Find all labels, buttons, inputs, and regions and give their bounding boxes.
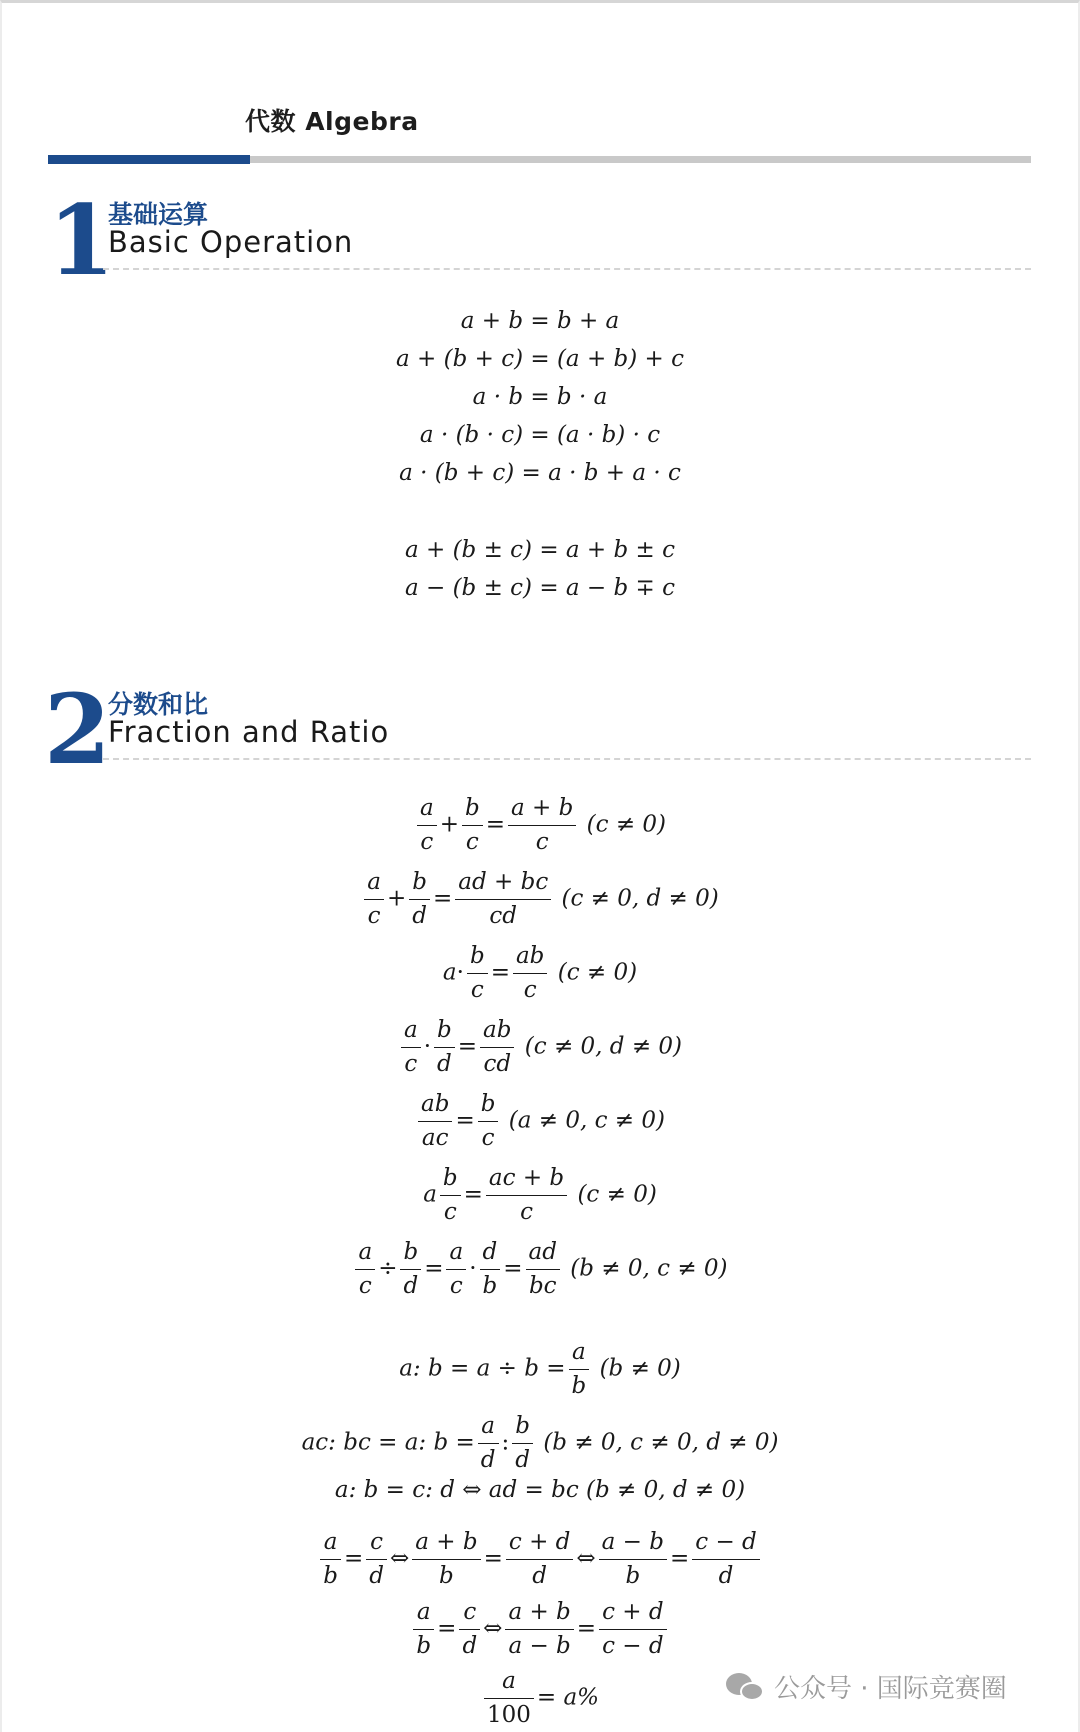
term: a (442, 959, 457, 986)
fraction (484, 1667, 534, 1730)
fraction (486, 1164, 567, 1227)
rhs: = a% (536, 1684, 600, 1711)
fraction (455, 868, 551, 931)
section-title-zh: 基础运算 (108, 200, 209, 229)
condition: (b ≠ 0, c ≠ 0, d ≠ 0) (543, 1429, 779, 1456)
numerator: c − d (692, 1528, 760, 1560)
fraction-equation: $\frac{a}{c}$ · $\frac{b}{d}$ = $\frac{ab}{cd}$ (c ≠ 0, d ≠ 0) (0, 1016, 1080, 1079)
numerator: ac + b (486, 1164, 567, 1196)
numerator: b (467, 942, 488, 974)
equation: a · b = b · a (472, 384, 608, 410)
numerator: b (409, 868, 430, 900)
denominator: d (462, 1632, 478, 1659)
fraction-equation: $\frac{a}{c}$ ÷ $\frac{b}{d}$ = $\frac{a}{c}$ · $\frac{d}{b}$ = $\frac{ad}{bc}$ (b ≠ 0, c ≠ 0) (0, 1238, 1080, 1301)
equation: a · (b · c) = (a · b) · c (419, 422, 661, 448)
numerator: b (462, 794, 483, 826)
numerator: a (484, 1667, 534, 1699)
condition: (b ≠ 0, c ≠ 0) (570, 1255, 728, 1282)
numerator: a + b (505, 1598, 573, 1630)
fraction-equation: $\frac{ab}{ac}$ = $\frac{b}{c}$ (a ≠ 0, c ≠ 0) (0, 1090, 1080, 1153)
denominator: d (412, 902, 427, 929)
fraction (440, 1164, 461, 1227)
condition: (c ≠ 0) (586, 811, 667, 838)
denominator: c (404, 1050, 418, 1077)
equation: a − (b ± c) = a − b ∓ c (404, 575, 676, 601)
fraction (692, 1528, 760, 1591)
numerator: a + b (508, 794, 576, 826)
fraction (434, 1016, 455, 1079)
condition: (c ≠ 0) (577, 1181, 657, 1208)
ratio-equation (0, 1338, 1080, 1401)
denominator: c (535, 828, 549, 855)
condition: (c ≠ 0) (557, 959, 638, 986)
denominator: b (482, 1272, 498, 1299)
fraction (512, 1412, 533, 1475)
denominator: cd (489, 902, 518, 929)
numerator: b (512, 1412, 533, 1444)
condition: (c ≠ 0, d ≠ 0) (561, 885, 719, 912)
numerator: ab (418, 1090, 452, 1122)
denominator: a − b (508, 1632, 571, 1659)
numerator: a (478, 1412, 499, 1444)
fraction (418, 1090, 452, 1153)
fraction (506, 1528, 574, 1591)
denominator: b (416, 1632, 432, 1659)
condition: (b ≠ 0) (599, 1355, 681, 1382)
numerator: b (434, 1016, 455, 1048)
fraction (446, 1238, 466, 1301)
section-title-en: Fraction and Ratio (108, 715, 390, 749)
fraction (478, 1412, 499, 1475)
condition: (c ≠ 0, d ≠ 0) (524, 1033, 683, 1060)
ratio-equation: $\frac{a}{b}$ = $\frac{c}{d}$ ⇔ $\frac{a + b}{a - b}$ = $\frac{c + d}{c - d}$ (0, 1598, 1080, 1661)
numerator: b (400, 1238, 421, 1270)
section-divider (103, 268, 1031, 270)
denominator: c (465, 828, 479, 855)
fraction (364, 868, 384, 931)
denominator: c (443, 1198, 457, 1225)
fraction (467, 942, 488, 1005)
page-title: 代数 Algebra (245, 107, 419, 136)
denominator: c (520, 1198, 533, 1225)
fraction (320, 1528, 341, 1591)
fraction (409, 868, 430, 931)
fraction (480, 1016, 514, 1079)
denominator: c (367, 902, 381, 929)
denominator: c (470, 976, 484, 1003)
fraction (355, 1238, 375, 1301)
fraction (599, 1598, 667, 1661)
fraction (366, 1528, 387, 1591)
ratio-equation: a: b = c: d ⇔ ad = bc (b ≠ 0, d ≠ 0) (334, 1477, 746, 1503)
fraction (412, 1528, 480, 1591)
fraction (400, 1238, 421, 1301)
numerator: c (366, 1528, 387, 1560)
fraction-equation: a $\frac{b}{c}$ = $\frac{ac + b}{c}$ (c ≠ 0) (423, 1165, 657, 1225)
numerator: ab (513, 942, 547, 974)
numerator: ab (480, 1016, 514, 1048)
denominator: d (532, 1562, 547, 1589)
denominator: c − d (602, 1632, 664, 1659)
numerator: a (413, 1598, 434, 1630)
numerator: a (364, 868, 384, 900)
numerator: ad (526, 1238, 560, 1270)
numerator: a (401, 1016, 421, 1048)
fraction (459, 1598, 480, 1661)
numerator: a (320, 1528, 341, 1560)
fraction (513, 942, 547, 1005)
denominator: b (571, 1372, 587, 1399)
numerator: ad + bc (455, 868, 551, 900)
fraction-equation: $\frac{a}{c}$ + $\frac{b}{d}$ = $\frac{ad + bc}{cd}$ (c ≠ 0, d ≠ 0) (0, 868, 1080, 931)
watermark-text: 公众号 · 国际竞赛圈 (774, 1674, 1007, 1704)
numerator: a − b (599, 1528, 667, 1560)
denominator: cd (483, 1050, 512, 1077)
denominator: ac (421, 1124, 449, 1151)
fraction-equation: a· $\frac{b}{c}$ = $\frac{ab}{c}$ (c ≠ 0) (442, 943, 638, 1003)
fraction (505, 1598, 573, 1661)
equation: a + b = b + a (460, 308, 620, 334)
watermark (726, 1668, 1007, 1705)
denominator: b (323, 1562, 338, 1589)
ratio-equation: ac: bc = a: b = $\frac{a}{d}$ : $\frac{b}{d}$ (b ≠ 0, c ≠ 0, d ≠ 0) (301, 1413, 779, 1473)
fraction (526, 1238, 560, 1301)
denominator: 100 (486, 1701, 531, 1728)
ratio-equation: $\frac{a}{b}$ = $\frac{c}{d}$ ⇔ $\frac{a + b}{b}$ = $\frac{c + d}{d}$ ⇔ $\frac{a - b}{b}$ = $\frac{c - d}{d}$ (0, 1528, 1080, 1591)
fraction (508, 794, 576, 857)
numerator: a (569, 1338, 590, 1370)
section-divider (103, 758, 1031, 760)
fraction (569, 1338, 590, 1401)
numerator: a + b (412, 1528, 480, 1560)
wechat-icon (726, 1671, 766, 1703)
fraction (478, 1090, 499, 1153)
denominator: c (523, 976, 537, 1003)
numerator: c (459, 1598, 480, 1630)
denominator: bc (528, 1272, 557, 1299)
fraction-equation: $\frac{a}{c}$ + $\frac{b}{c}$ = $\frac{a + b}{c}$ (c ≠ 0) (0, 794, 1080, 857)
equation: a + (b ± c) = a + b ± c (404, 537, 676, 563)
fraction (401, 1016, 421, 1079)
numerator: a (355, 1238, 375, 1270)
lhs: ac: bc = a: b = (301, 1429, 475, 1456)
numerator: a (446, 1238, 466, 1270)
section-title-en: Basic Operation (108, 225, 354, 259)
fraction (599, 1528, 667, 1591)
denominator: d (437, 1050, 452, 1077)
numerator: d (480, 1238, 501, 1270)
numerator: b (440, 1164, 461, 1196)
denominator: c (449, 1272, 463, 1299)
term: a (423, 1181, 437, 1208)
equation: a · (b + c) = a · b + a · c (399, 460, 681, 486)
fraction (480, 1238, 501, 1301)
numerator: c + d (506, 1528, 574, 1560)
denominator: d (515, 1446, 531, 1473)
numerator: c + d (599, 1598, 667, 1630)
denominator: c (358, 1272, 372, 1299)
numerator: b (478, 1090, 499, 1122)
section-title-zh: 分数和比 (108, 690, 209, 719)
numerator: a (417, 794, 437, 826)
lhs: a: b = a ÷ b = (399, 1355, 566, 1382)
denominator: b (625, 1562, 641, 1589)
fraction (417, 794, 437, 857)
section-number: 2 (44, 673, 111, 786)
denominator: d (369, 1562, 384, 1589)
denominator: b (439, 1562, 454, 1589)
fraction (413, 1598, 434, 1661)
condition: (a ≠ 0, c ≠ 0) (508, 1107, 665, 1134)
title-rule-accent (48, 155, 250, 164)
denominator: c (481, 1124, 495, 1151)
denominator: d (403, 1272, 419, 1299)
denominator: c (420, 828, 434, 855)
fraction (462, 794, 483, 857)
denominator: d (718, 1562, 734, 1589)
denominator: d (480, 1446, 496, 1473)
section-number: 1 (48, 184, 115, 297)
equation: a + (b + c) = (a + b) + c (396, 346, 684, 372)
